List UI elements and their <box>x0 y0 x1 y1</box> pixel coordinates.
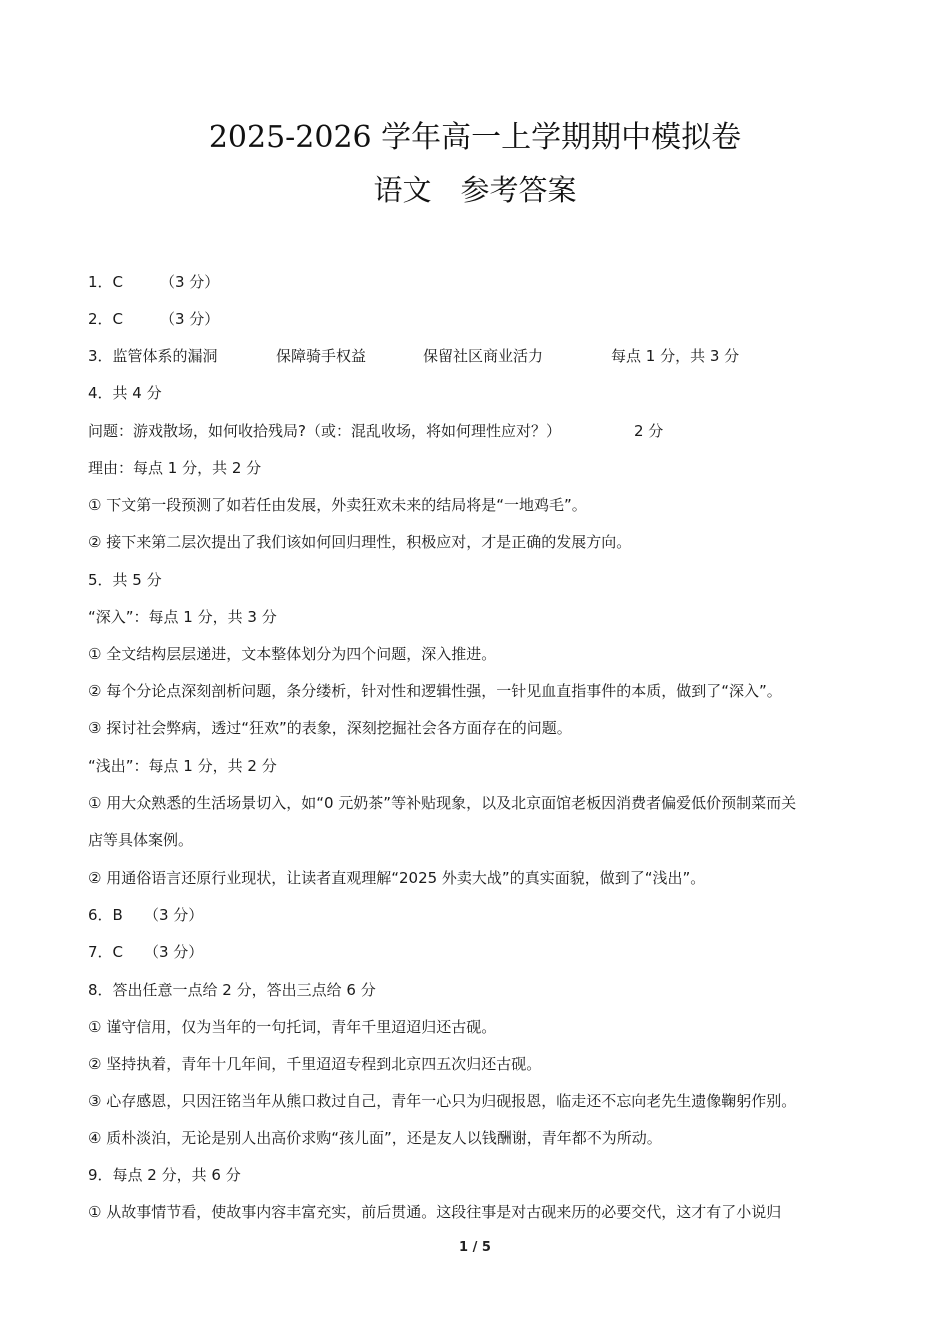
answer-q8-point-3: ③ 心存感恩，只因汪铭当年从熊口救过自己，青年一心只为归砚报恩，临走还不忘向老先生遗像鞠躬作别。 <box>88 1092 797 1110</box>
answer-q5-head: 5．共 5 分 <box>88 571 162 589</box>
answer-q2-score: （3 分） <box>160 310 220 328</box>
answer-q4-question <box>88 421 663 441</box>
answer-q2-num: 2．C <box>88 310 124 328</box>
answer-q3-score: 每点 1 分，共 3 分 <box>611 347 740 365</box>
answer-q9-point-1: ① 从故事情节看，使故事内容丰富充实，前后贯通。这段往事是对古砚来历的必要交代，这才有了小说归 <box>88 1203 782 1221</box>
answer-q8-point-1: ① 谨守信用，仅为当年的一句托词，青年千里迢迢归还古砚。 <box>88 1018 497 1036</box>
answer-q1-num: 1．C <box>88 273 124 291</box>
answer-q4-reason-1: ① 下文第一段预测了如若任由发展，外卖狂欢未来的结局将是“一地鸡毛”。 <box>88 496 587 514</box>
answer-q6-num: 6．B <box>88 906 123 924</box>
answer-q3 <box>88 346 739 366</box>
answer-q1-score: （3 分） <box>160 273 220 291</box>
answer-q8-head: 8．答出任意一点给 2 分，答出三点给 6 分 <box>88 981 376 999</box>
answer-q3-point2: 保障骑手权益 <box>276 347 367 365</box>
answer-q4-reason-2: ② 接下来第二层次提出了我们该如何回归理性，积极应对，才是正确的发展方向。 <box>88 533 632 551</box>
answer-q8-point-4: ④ 质朴淡泊，无论是别人出高价求购“孩儿面”，还是友人以钱酬谢，青年都不为所动。 <box>88 1129 662 1147</box>
answer-q4-question-score: 2 分 <box>634 422 664 440</box>
answer-q7 <box>88 942 203 962</box>
page-title: 2025-2026 学年高一上学期期中模拟卷 <box>208 120 742 155</box>
answer-q5-shallow: “浅出”：每点 1 分，共 2 分 <box>88 757 277 775</box>
answer-q5-shallow-1b: 店等具体案例。 <box>88 831 194 849</box>
answer-q7-score: （3 分） <box>144 943 204 961</box>
answer-q8-point-2: ② 坚持执着，青年十几年间，千里迢迢专程到北京四五次归还古砚。 <box>88 1055 542 1073</box>
page-number: 1 / 5 <box>459 1240 491 1255</box>
answer-q5-shallow-1a: ① 用大众熟悉的生活场景切入，如“0 元奶茶”等补贴现象，以及北京面馆老板因消费者偏爱低价预制菜而关 <box>88 794 797 812</box>
answer-q3-point1: 3．监管体系的漏洞 <box>88 347 218 365</box>
answer-q9-head: 9．每点 2 分，共 6 分 <box>88 1166 241 1184</box>
answer-q5-deep: “深入”：每点 1 分，共 3 分 <box>88 608 277 626</box>
page-subtitle: 语文 参考答案 <box>373 173 577 207</box>
answer-q6-score: （3 分） <box>144 906 204 924</box>
answer-q2 <box>88 309 219 329</box>
answer-q4-question-text: 问题：游戏散场，如何收拾残局?（或：混乱收场，将如何理性应对？） <box>88 422 561 440</box>
answer-q3-point3: 保留社区商业活力 <box>423 347 544 365</box>
answer-q7-num: 7．C <box>88 943 124 961</box>
answer-q6 <box>88 905 203 925</box>
answer-q1 <box>88 272 219 292</box>
answer-q5-deep-2: ② 每个分论点深刻剖析问题，条分缕析，针对性和逻辑性强，一针见血直指事件的本质，做到了“深入”。 <box>88 682 782 700</box>
answer-q4-reason: 理由：每点 1 分，共 2 分 <box>88 459 262 477</box>
answer-q4-head: 4．共 4 分 <box>88 384 162 402</box>
answer-q5-deep-1: ① 全文结构层层递进，文本整体划分为四个问题，深入推进。 <box>88 645 497 663</box>
answer-q5-deep-3: ③ 探讨社会弊病，透过“狂欢”的表象，深刻挖掘社会各方面存在的问题。 <box>88 719 572 737</box>
answer-q5-shallow-2: ② 用通俗语言还原行业现状，让读者直观理解“2025 外卖大战”的真实面貌，做到了“浅出”。 <box>88 869 706 887</box>
